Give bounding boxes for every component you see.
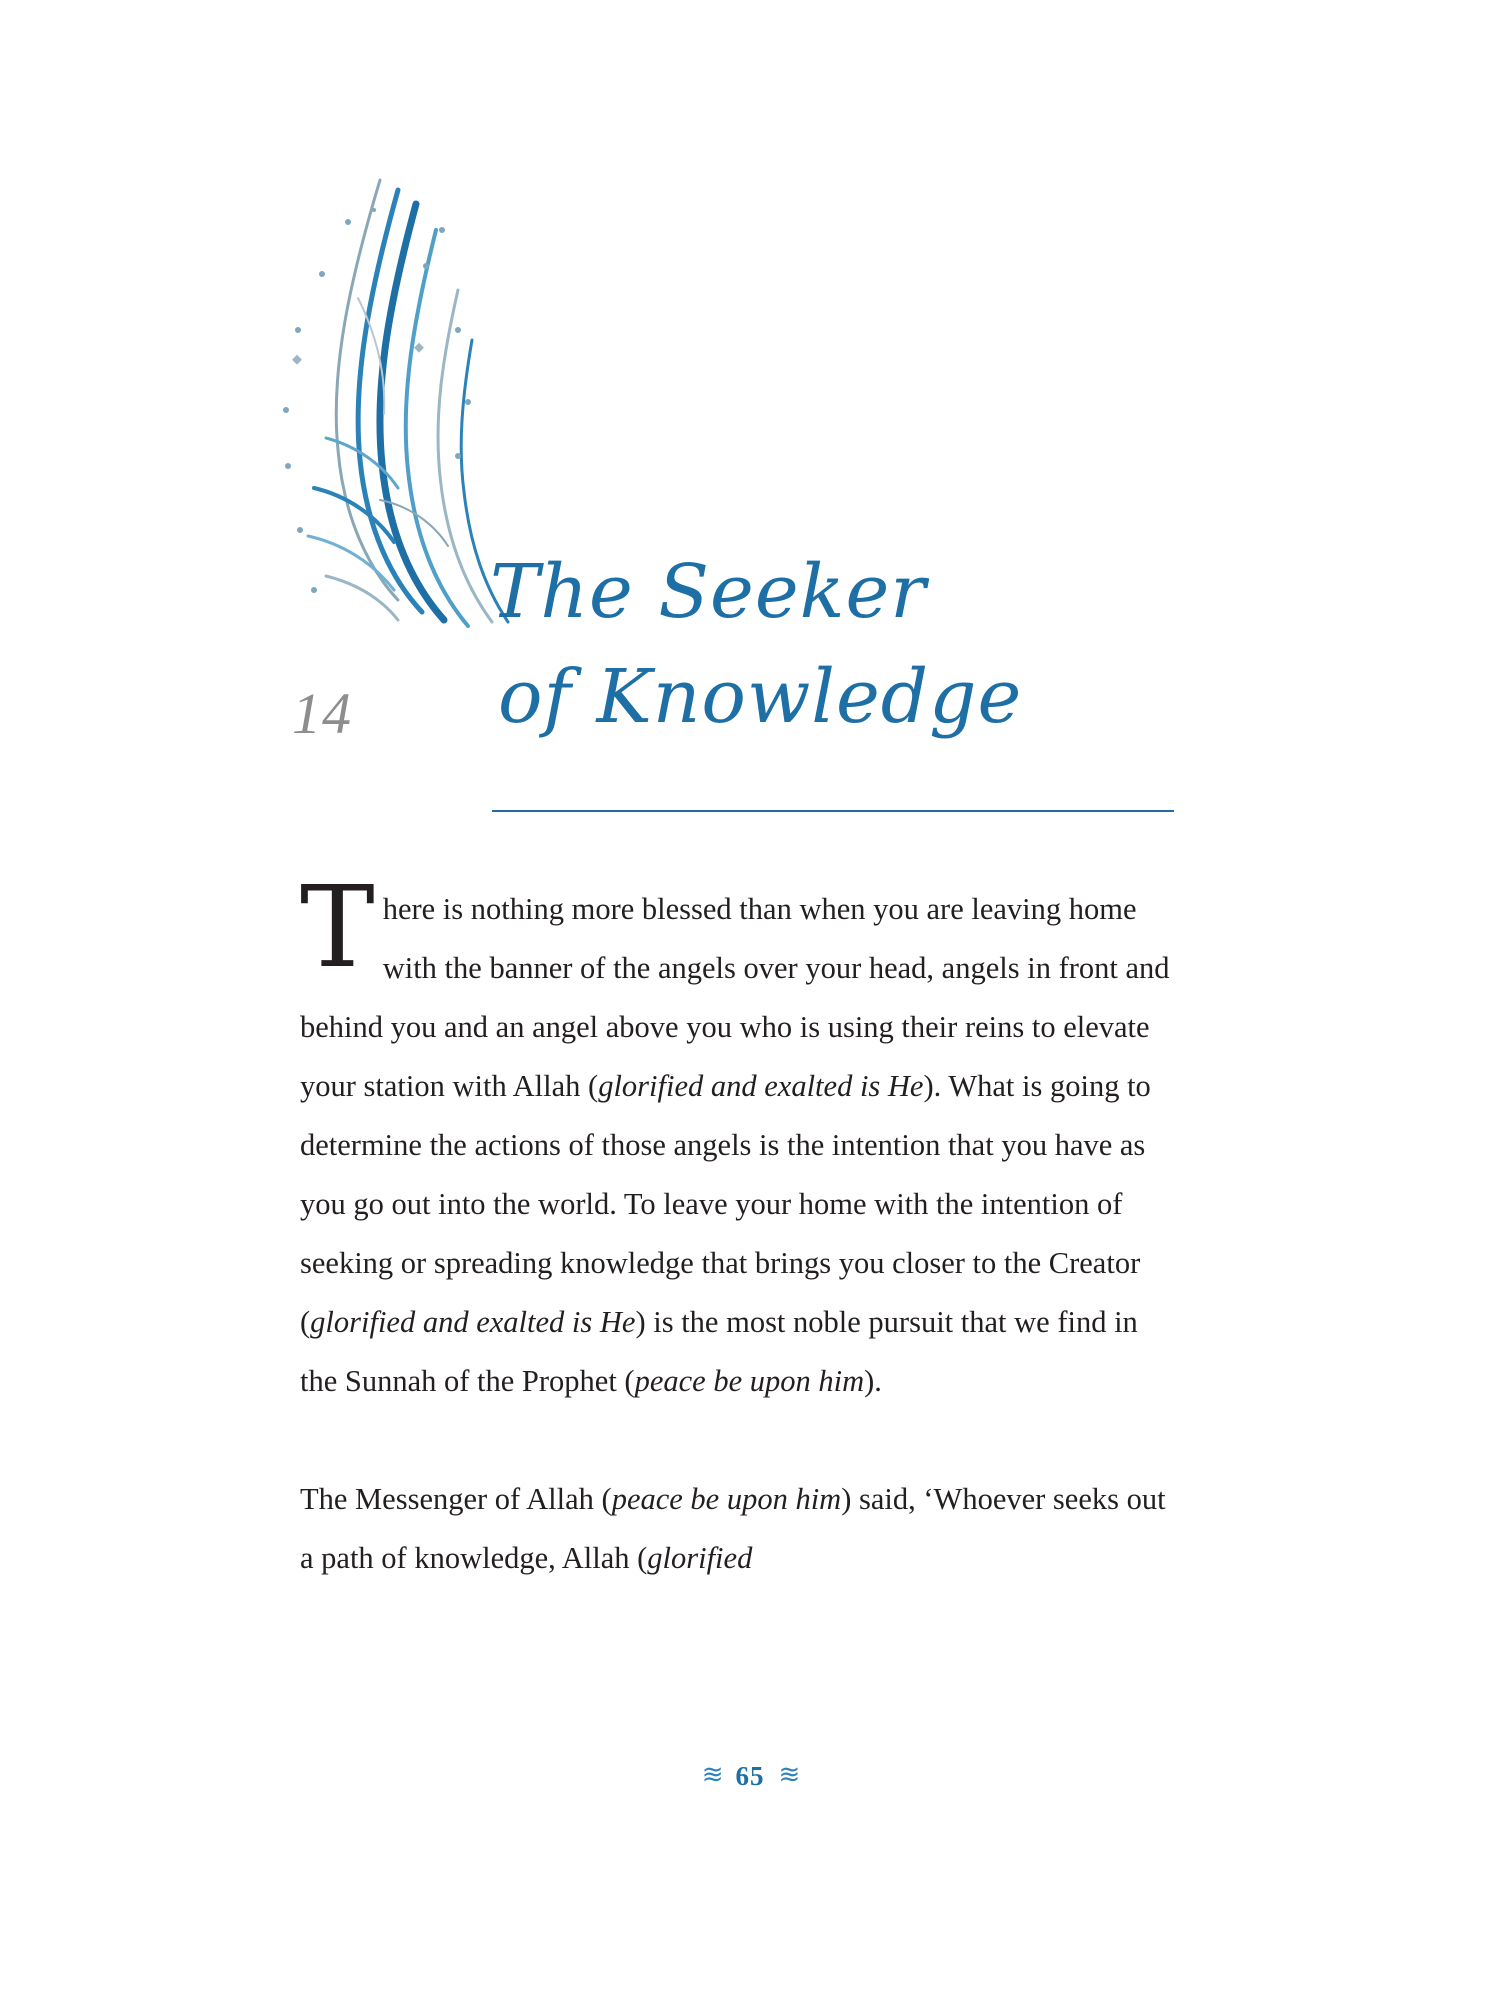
paragraph-1-seg-6: peace be upon him (634, 1364, 865, 1398)
paragraph-2-seg-2: peace be upon him (611, 1482, 842, 1516)
chapter-title-line-1: The Seeker (490, 549, 927, 635)
body-text (300, 863, 1180, 1588)
paragraph-1-seg-7: ). (864, 1364, 882, 1398)
chapter-title-line-2: of Knowledge (498, 654, 1023, 741)
folio-right-ornament-icon: ≋ (778, 1760, 799, 1789)
paragraph-1 (300, 863, 1180, 1411)
paragraph-1-seg-2: glorified and exalted is He (598, 1069, 924, 1103)
paragraph-2-seg-3: ) said, ‘Whoever seeks out a path of knowledge, Allah ( (300, 1482, 1166, 1575)
paragraph-2-seg-4: glorified (647, 1541, 753, 1575)
title-divider (492, 810, 1174, 812)
paragraph-1-seg-1: here is nothing more blessed than when you are leaving home with the banner of the angels over your head, angels in front and behind you and an angel above you who is using their reins to elevate your station with Allah ( (300, 892, 1170, 1103)
page-footer (0, 1760, 1500, 1792)
folio-left-ornament-icon: ≋ (701, 1760, 722, 1789)
page-title (490, 540, 1210, 750)
paragraph-2-seg-1: The Messenger of Allah ( (300, 1482, 612, 1516)
paragraph-1-seg-3: ). What is going to determine the actions of those angels is the intention that you have as you go out into the world. To leave your home with the intention of seeking or spreading knowledge that brings you closer to the Creator ( (300, 1069, 1151, 1339)
paragraph-1-seg-4: glorified and exalted is He (310, 1305, 636, 1339)
page-number: 65 (735, 1761, 765, 1791)
drop-cap: T (300, 863, 375, 993)
paragraph-1-seg-5: ) is the most noble pursuit that we find in the Sunnah of the Prophet ( (300, 1305, 1138, 1398)
paragraph-2 (300, 1470, 1180, 1588)
chapter-number: 14 (292, 681, 352, 746)
